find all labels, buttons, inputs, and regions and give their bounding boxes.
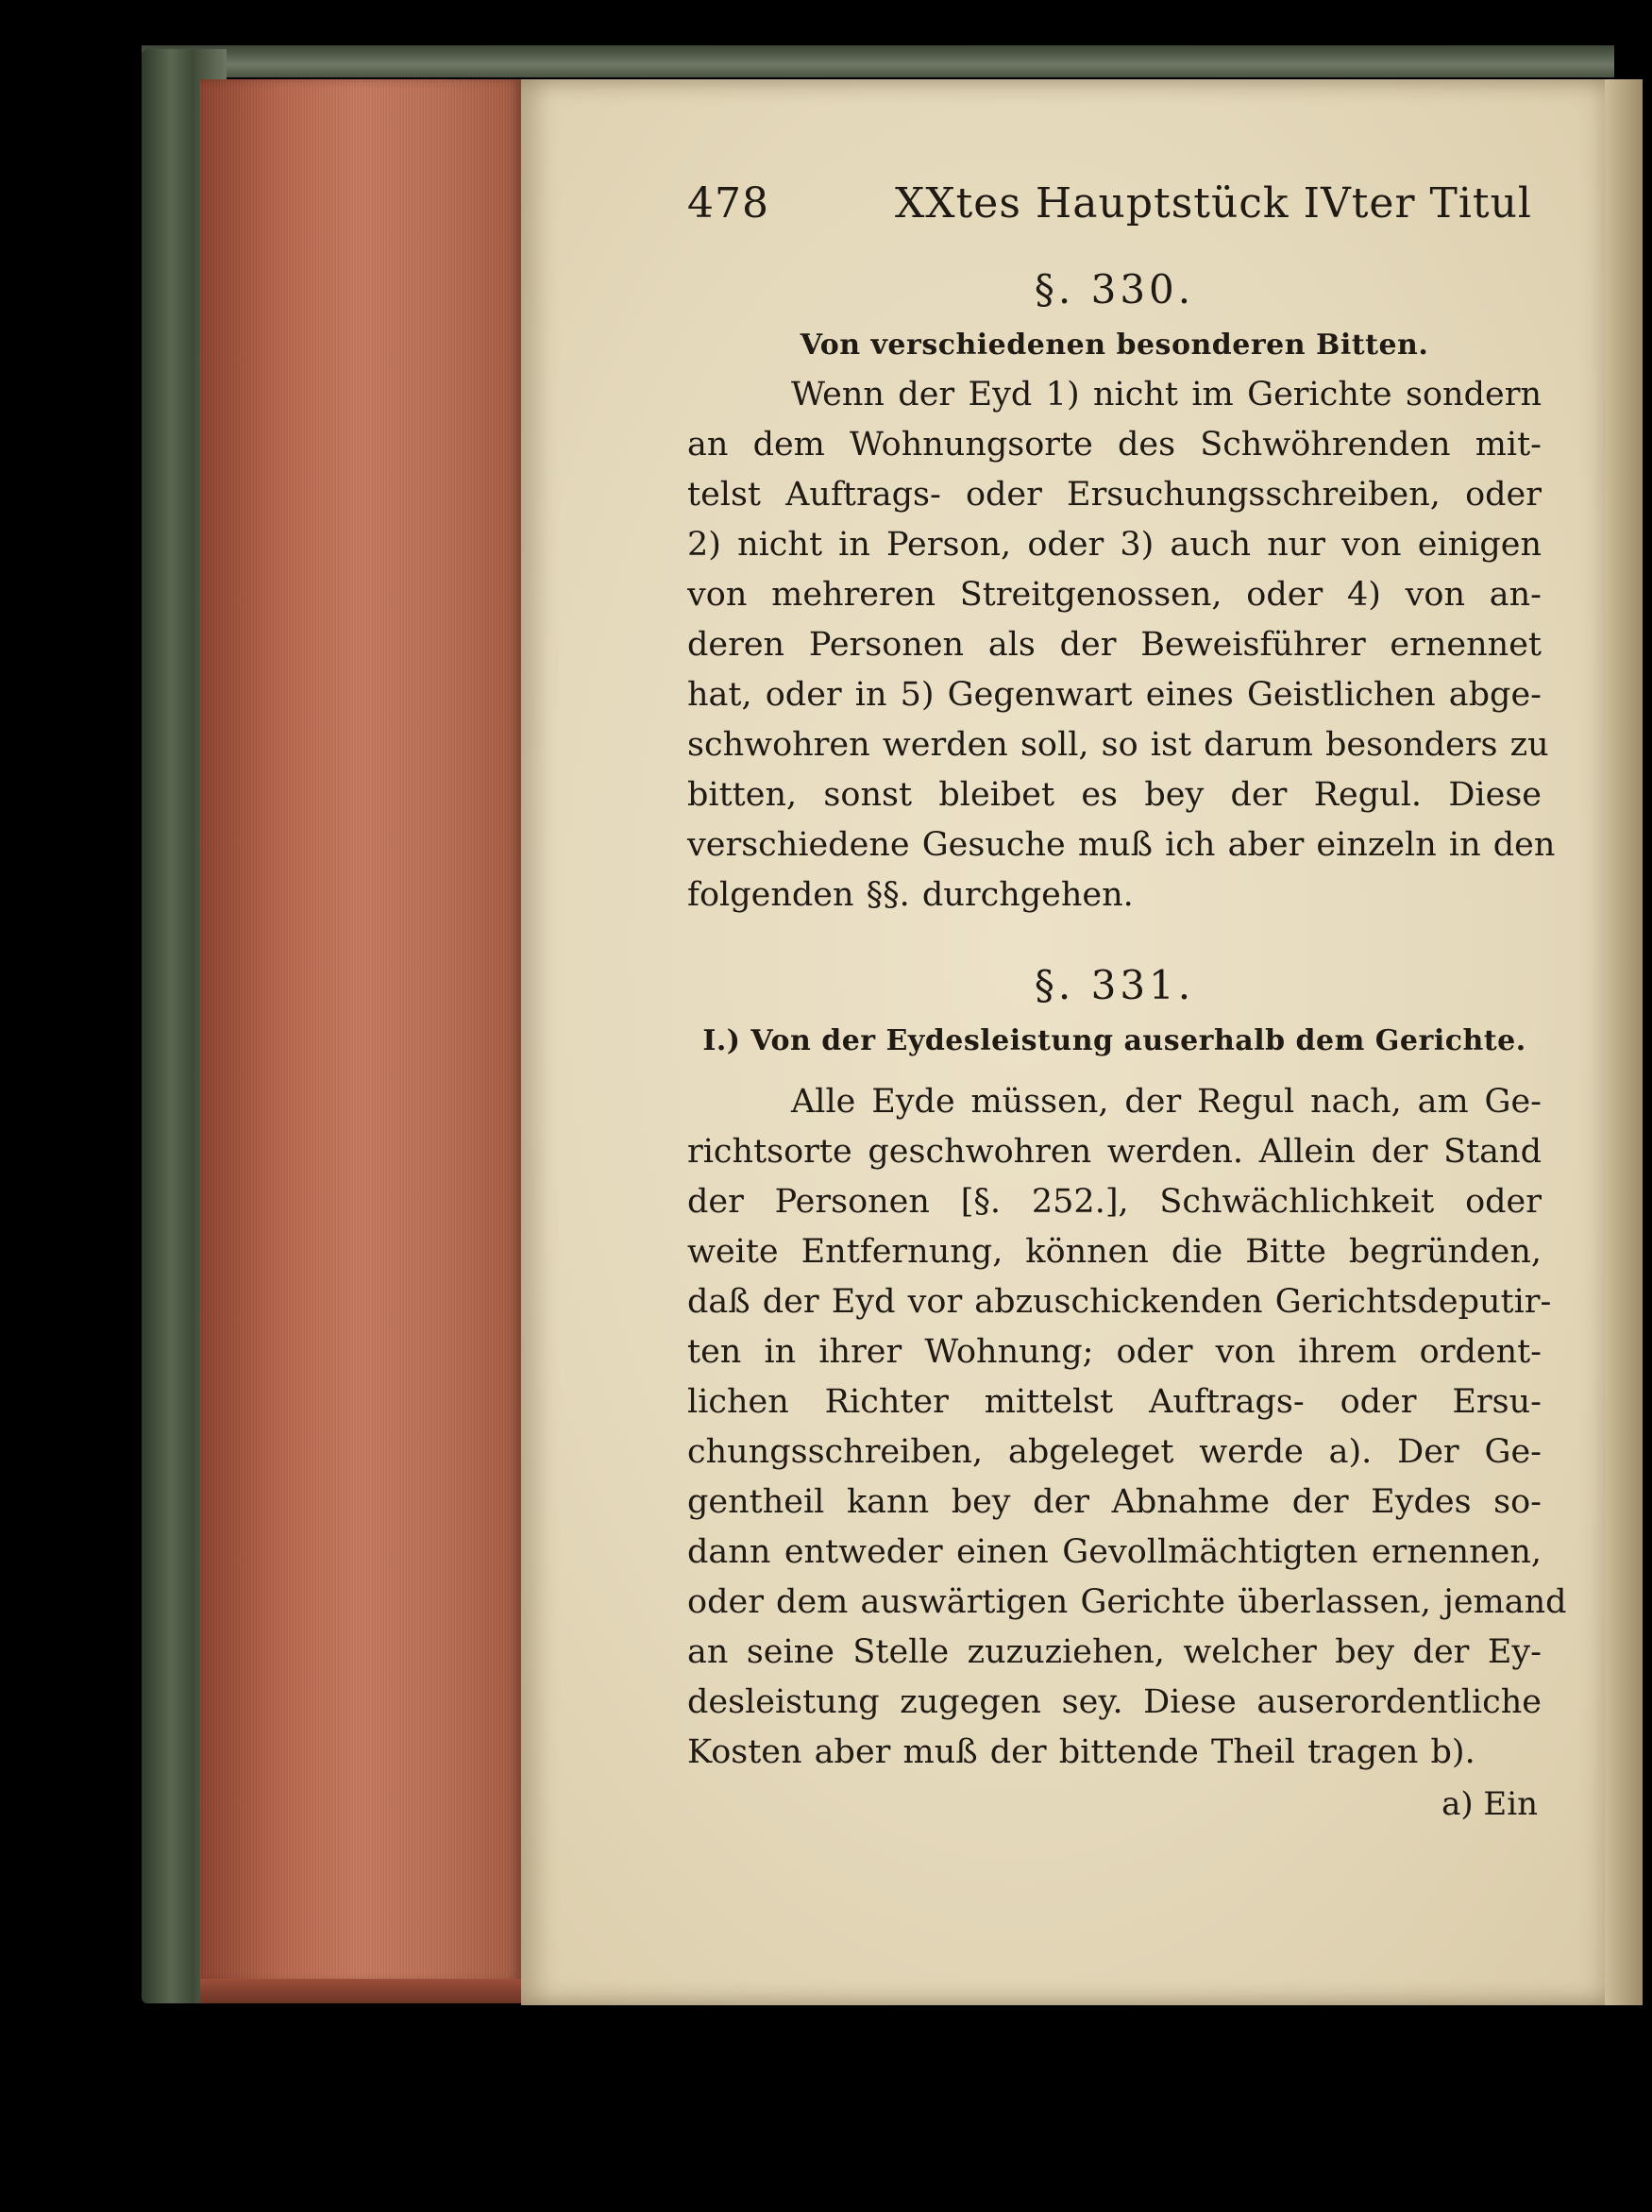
text-line: bitten, sonst bleibet es bey der Regul. Diese [687,776,1542,814]
page-edges [200,79,521,1983]
text-line: lichen Richter mittelst Auftrags- oder Ersu- [687,1383,1542,1421]
text-line: von mehreren Streitgenossen, oder 4) von an- [687,576,1542,614]
section-331-number: §. 331. [1034,962,1195,1008]
text-line: daß der Eyd vor abzuschickenden Gerichtsdeputir- [687,1283,1552,1321]
text-line: an seine Stelle zuzuziehen, welcher bey der Ey- [687,1633,1542,1671]
page-gutter [1605,79,1643,2005]
section-331-body [687,1077,1567,1778]
text-line: an dem Wohnungsorte des Schwöhrenden mit- [687,426,1542,464]
book-cover-top [142,45,1614,77]
running-head [687,179,1542,245]
text-line: ten in ihrer Wohnung; oder von ihrem ordent- [687,1333,1542,1371]
text-line: schwohren werden soll, so ist darum besonders zu [687,726,1549,764]
page-number: 478 [687,179,769,228]
text-line: verschiedene Gesuche muß ich aber einzeln in den [687,826,1556,864]
text-line: gentheil kann bey der Abnahme der Eydes so- [687,1483,1542,1521]
section-330-body [687,370,1556,920]
text-line: oder dem auswärtigen Gerichte überlassen, jemand [687,1583,1567,1621]
catchword: a) Ein [1441,1785,1538,1823]
text-line: chungsschreiben, abgeleget werde a). Der Ge- [687,1433,1542,1471]
text-line: richtsorte geschwohren werden. Allein der Stand [687,1133,1542,1171]
text-line: Kosten aber muß der bittende Theil tragen b). [687,1733,1475,1771]
section-331-title: I.) Von der Eydesleistung auserhalb dem Gerichte. [702,1024,1526,1057]
text-line: weite Entfernung, können die Bitte begründen, [687,1233,1542,1271]
page-edges-bottom [200,1979,521,2003]
text-line: desleistung zugegen sey. Diese auserordentliche [687,1683,1542,1721]
text-line: hat, oder in 5) Gegenwart eines Geistlichen abge- [687,676,1542,714]
text-line: Wenn der Eyd 1) nicht im Gerichte sondern [791,376,1542,414]
text-line: telst Auftrags- oder Ersuchungsschreiben, oder [687,476,1542,514]
text-line: folgenden §§. durchgehen. [687,876,1134,914]
text-line: Alle Eyde müssen, der Regul nach, am Ge- [791,1083,1542,1121]
page-text [687,179,1567,1831]
text-line: dann entweder einen Gevollmächtigten ernennen, [687,1533,1542,1571]
text-line: der Personen [§. 252.], Schwächlichkeit oder [687,1183,1542,1221]
section-330-number: §. 330. [1034,266,1195,312]
section-330-title: Von verschiedenen besonderen Bitten. [800,329,1429,362]
running-title: XXtes Hauptstück IVter Titul [894,179,1532,228]
text-line: deren Personen als der Beweisführer ernennet [687,626,1542,664]
text-line: 2) nicht in Person, oder 3) auch nur von einigen [687,526,1542,564]
